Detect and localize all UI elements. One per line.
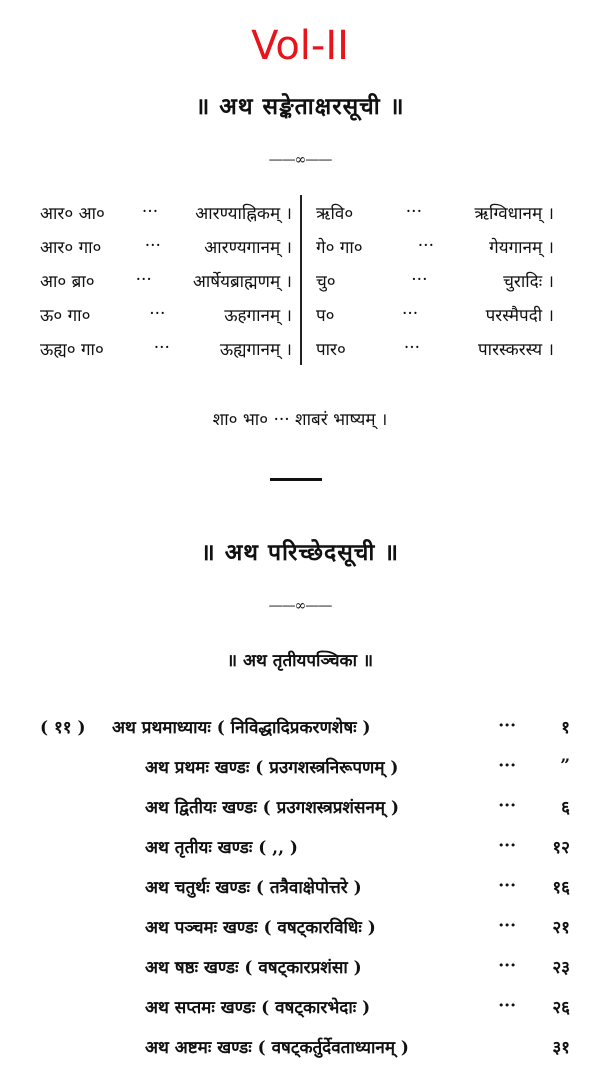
toc-row (40, 706, 570, 746)
abbreviation-right-cell (302, 337, 560, 360)
leader-dots: ··· (417, 236, 434, 256)
abbreviation-key: आ० ब्रा० (40, 271, 95, 292)
toc-title: अथ सप्तमः खण्डः ( वषट्कारभेदाः ) (145, 997, 371, 1018)
toc-number: ( ११ ) (40, 717, 86, 738)
abbreviation-value: पारस्करस्य । (478, 339, 554, 360)
abbreviation-value: चुरादिः । (503, 271, 554, 292)
abbreviation-value: आरण्याह्निकम् । (195, 203, 292, 224)
toc-page-number: २३ (552, 957, 570, 978)
abbreviation-left-cell (40, 229, 302, 263)
abbreviations-heading: ॥ अथ सङ्केताक्षरसूची ॥ (195, 93, 405, 120)
abbreviations-table (40, 195, 560, 365)
toc-row (40, 746, 570, 786)
abbreviation-key: आर० गा० (40, 237, 102, 258)
toc-title: अथ प्रथमाध्यायः ( निविद्धादिप्रकरणशेषः ) (112, 717, 371, 738)
abbreviation-right-cell (302, 303, 560, 326)
section-rule (270, 478, 322, 481)
toc-row (40, 1026, 570, 1066)
abbreviation-value: ऊह्यगानम् । (219, 339, 292, 360)
toc-row (40, 826, 570, 866)
abbreviation-key: ऊ० गा० (40, 305, 91, 326)
abbreviation-last-entry: शा० भा० ··· शाबरं भाष्यम् । (212, 410, 388, 430)
leader-dots: ··· (405, 202, 422, 222)
toc-row (40, 866, 570, 906)
abbreviation-right-cell (302, 201, 560, 224)
abbreviation-value: परस्मैपदी । (485, 305, 554, 326)
toc-row (40, 786, 570, 826)
leader-dots: ··· (498, 836, 516, 856)
abbreviation-row (40, 331, 560, 365)
toc-title: अथ तृतीयः खण्डः ( ,, ) (145, 837, 298, 858)
ornament-divider: ——∞—— (268, 598, 332, 614)
abbreviation-value: ऋग्विधानम् । (474, 203, 554, 224)
abbreviation-row (40, 263, 560, 297)
toc-title: अथ षष्ठः खण्डः ( वषट्कारप्रशंसा ) (145, 957, 362, 978)
abbreviation-value: आरण्यगानम् । (204, 237, 292, 258)
toc-title: अथ अष्टमः खण्डः ( वषट्कर्तुर्देवताध्यानम् ) (145, 1037, 409, 1058)
leader-dots: ··· (498, 916, 516, 936)
abbreviation-key: पार० (316, 339, 346, 360)
abbreviation-row (40, 195, 560, 229)
contents-heading: ॥ अथ परिच्छेदसूची ॥ (200, 539, 400, 566)
abbreviation-value: गेयगानम् । (489, 237, 554, 258)
abbreviation-right-cell (302, 269, 560, 292)
abbreviation-key: ऋवि० (316, 203, 354, 224)
leader-dots: ··· (498, 996, 516, 1016)
toc-page-number: ३१ (552, 1037, 570, 1058)
abbreviation-right-cell (302, 235, 560, 258)
abbreviation-key: आर० आ० (40, 203, 105, 224)
leader-dots: ··· (144, 236, 161, 256)
toc-title: अथ पञ्चमः खण्डः ( वषट्कारविधिः ) (145, 917, 376, 938)
abbreviation-key: प० (316, 305, 335, 326)
abbreviation-left-cell (40, 263, 302, 297)
volume-label: Vol-II (251, 23, 349, 69)
table-of-contents (40, 706, 570, 1066)
toc-title: अथ द्वितीयः खण्डः ( प्रउगशस्त्रप्रशंसनम् ) (145, 797, 400, 818)
abbreviation-row (40, 229, 560, 263)
leader-dots: ··· (149, 304, 166, 324)
leader-dots: ··· (498, 716, 516, 736)
leader-dots: ··· (403, 338, 421, 358)
leader-dots: ··· (411, 270, 428, 290)
toc-page-number: १२ (552, 837, 570, 858)
toc-title: अथ प्रथमः खण्डः ( प्रउगशस्त्रनिरूपणम् ) (145, 757, 399, 778)
toc-row (40, 946, 570, 986)
abbreviation-row (40, 297, 560, 331)
contents-subheading: ॥ अथ तृतीयपञ्चिका ॥ (226, 651, 374, 671)
leader-dots: ··· (498, 876, 516, 896)
abbreviation-key: चु० (316, 271, 336, 292)
abbreviation-left-cell (40, 331, 302, 365)
toc-page-number: २१ (552, 917, 570, 938)
leader-dots: ··· (498, 756, 516, 776)
toc-row (40, 906, 570, 946)
toc-page-number: ” (560, 756, 570, 776)
abbreviation-key: गे० गा० (316, 237, 363, 258)
abbreviation-key: ऊह्य० गा० (40, 339, 104, 360)
leader-dots: ··· (401, 304, 419, 324)
toc-title: अथ चतुर्थः खण्डः ( तत्रैवाक्षेपोत्तरे ) (145, 877, 362, 898)
toc-page-number: २६ (552, 997, 570, 1018)
toc-page-number: १६ (552, 877, 570, 898)
toc-page-number: ६ (561, 797, 570, 818)
leader-dots: ··· (141, 202, 159, 222)
toc-row (40, 986, 570, 1026)
leader-dots: ··· (135, 270, 152, 290)
leader-dots: ··· (153, 338, 170, 358)
abbreviation-value: ऊहगानम् । (224, 305, 292, 326)
abbreviation-left-cell (40, 195, 302, 229)
leader-dots: ··· (498, 956, 516, 976)
toc-page-number: १ (561, 717, 570, 738)
abbreviation-value: आर्षेयब्राह्मणम् । (192, 271, 292, 292)
abbreviation-left-cell (40, 297, 302, 331)
leader-dots: ··· (498, 796, 516, 816)
ornament-divider: ——∞—— (268, 152, 332, 168)
